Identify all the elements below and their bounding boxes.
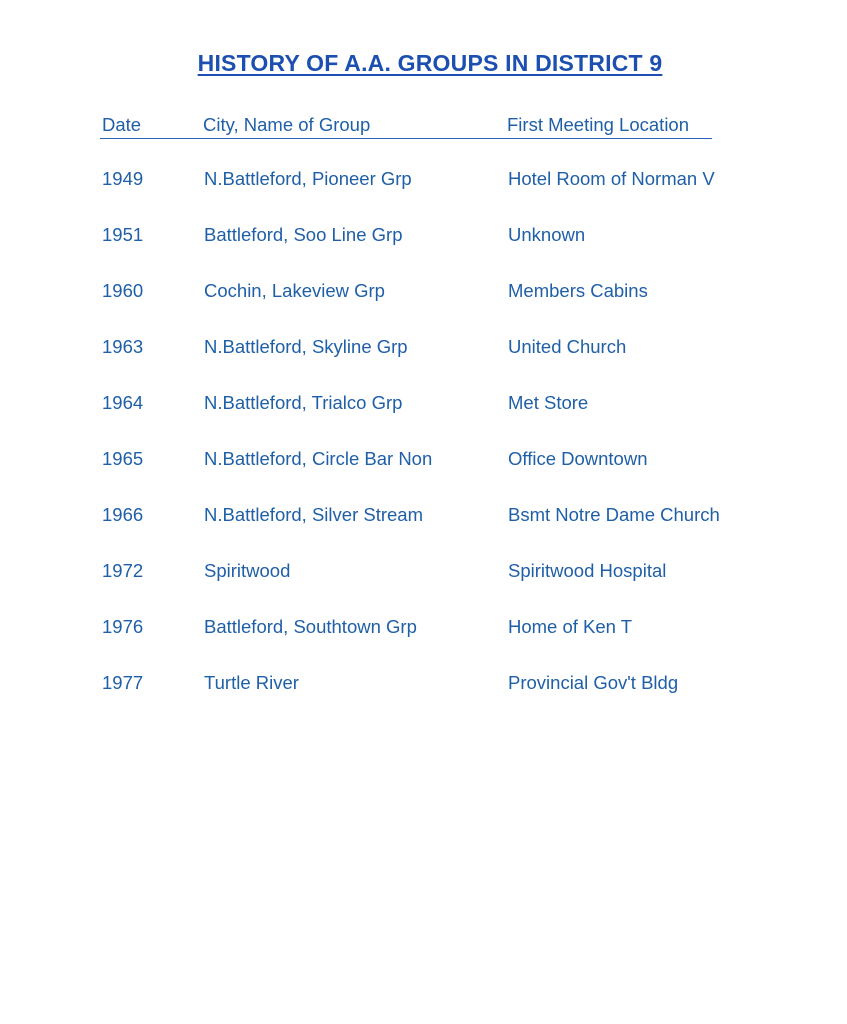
table-row [0, 448, 847, 476]
row-location: United Church [508, 336, 627, 357]
table-row [0, 280, 847, 308]
row-date: 1965 [102, 448, 144, 469]
row-date: 1960 [102, 280, 144, 301]
row-city: N.Battleford, Circle Bar Non [204, 448, 433, 469]
row-location: Members Cabins [508, 280, 648, 301]
row-city: Turtle River [204, 672, 299, 693]
row-city: Battleford, Southtown Grp [204, 616, 417, 637]
row-date: 1949 [102, 168, 144, 189]
row-location: Spiritwood Hospital [508, 560, 667, 581]
row-city: N.Battleford, Silver Stream [204, 504, 423, 525]
row-date: 1966 [102, 504, 144, 525]
row-location: Provincial Gov't Bldg [508, 672, 679, 693]
row-date: 1977 [102, 672, 144, 693]
row-city: Battleford, Soo Line Grp [204, 224, 403, 245]
table-row [0, 560, 847, 588]
row-city: Cochin, Lakeview Grp [204, 280, 385, 301]
page-title: HISTORY OF A.A. GROUPS IN DISTRICT 9 [197, 50, 663, 76]
row-city: Spiritwood [204, 560, 291, 581]
row-location: Hotel Room of Norman V [508, 168, 715, 189]
column-header-city: City, Name of Group [203, 114, 371, 135]
row-date: 1964 [102, 392, 144, 413]
row-location: Office Downtown [508, 448, 648, 469]
table-row [0, 392, 847, 420]
row-date: 1951 [102, 224, 144, 245]
row-location: Met Store [508, 392, 589, 413]
table-row [0, 336, 847, 364]
table-row [0, 224, 847, 252]
table-header [100, 112, 712, 139]
row-city: N.Battleford, Trialco Grp [204, 392, 403, 413]
row-city: N.Battleford, Skyline Grp [204, 336, 408, 357]
table-row [0, 616, 847, 644]
row-location: Unknown [508, 224, 586, 245]
row-date: 1972 [102, 560, 144, 581]
column-header-date: Date [102, 114, 142, 135]
row-location: Home of Ken T [508, 616, 633, 637]
row-date: 1963 [102, 336, 144, 357]
table-row [0, 672, 847, 700]
row-city: N.Battleford, Pioneer Grp [204, 168, 412, 189]
table-row [0, 504, 847, 532]
row-location: Bsmt Notre Dame Church [508, 504, 720, 525]
row-date: 1976 [102, 616, 144, 637]
column-header-location: First Meeting Location [507, 114, 690, 135]
table-row [0, 168, 847, 196]
